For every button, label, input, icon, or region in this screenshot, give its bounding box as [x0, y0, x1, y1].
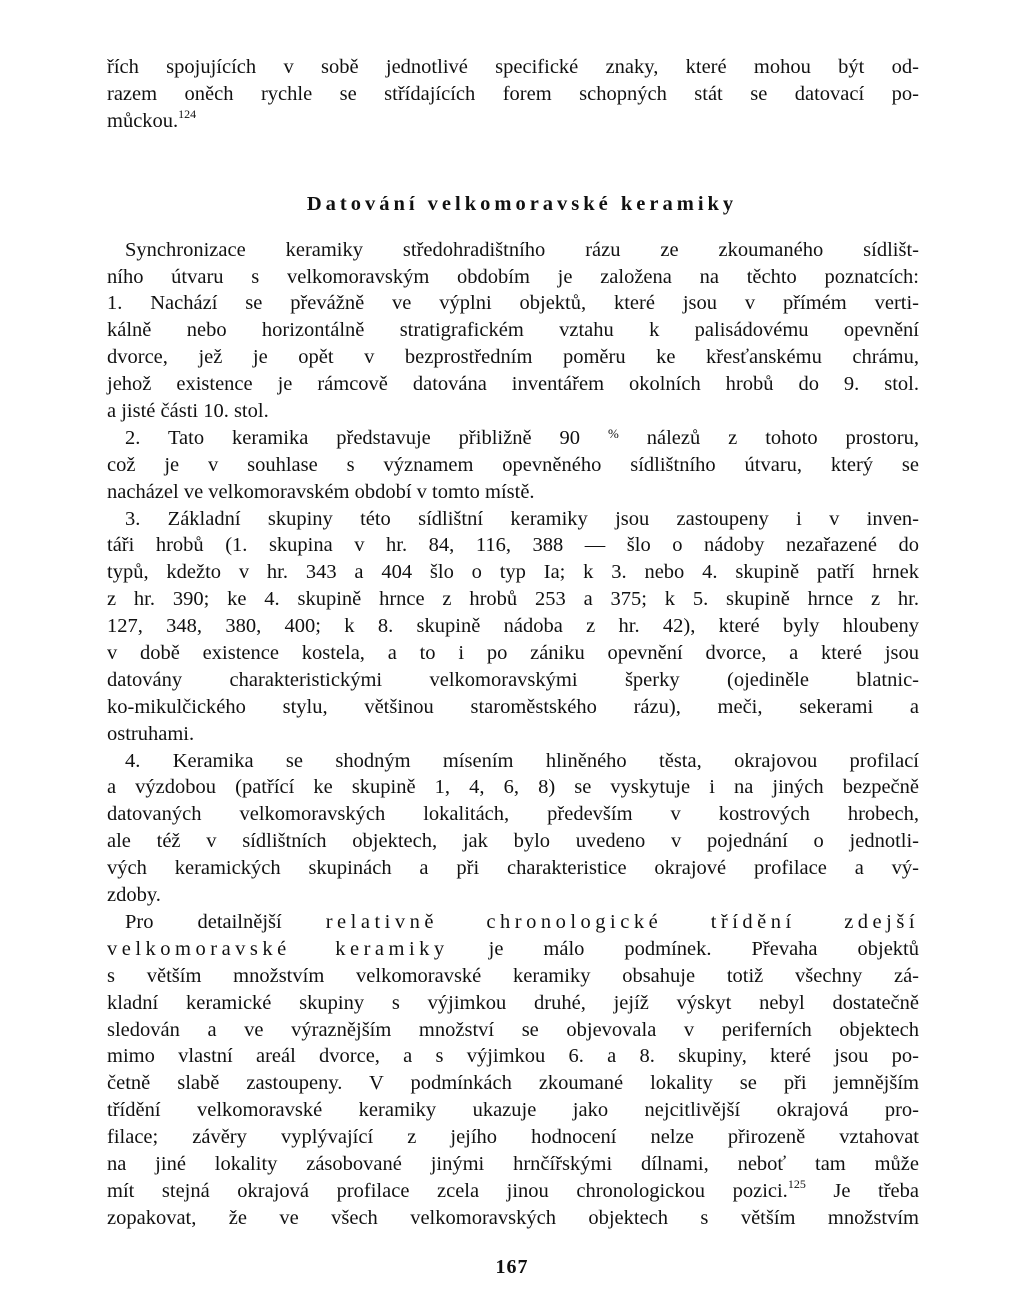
text-line: četně slabě zastoupeny. V podmínkách zkoumané lokality se při jemnějším — [107, 1072, 919, 1095]
text-line: a výzdobou (patřící ke skupině 1, 4, 6, 8) se vyskytuje i na jiných bezpečně — [107, 776, 919, 799]
text-line: s větším množstvím velkomoravské keramiky obsahuje totiž všechny zá- — [107, 964, 919, 987]
text-line: což je v souhlase s významem opevněného sídlištního útvaru, který se — [107, 453, 919, 476]
text-line: Synchronizace keramiky středohradištního rázu ze zkoumaného sídlišt- — [125, 238, 919, 261]
intro-paragraph — [107, 54, 919, 135]
text-line: zdoby. — [107, 884, 161, 907]
text-fragment: mít stejná okrajová profilace zcela jinou chronologickou pozici. — [107, 1179, 788, 1202]
text-line: zopakovat, že ve všech velkomoravských objektech s větším množstvím — [107, 1206, 919, 1229]
text-line: 4. Keramika se shodným mísením hliněného těsta, okrajovou profilací — [125, 749, 919, 772]
text-line — [107, 1178, 919, 1205]
point-3 — [107, 506, 919, 748]
sync-paragraph — [107, 237, 919, 291]
text-line: táři hrobů (1. skupina v hr. 84, 116, 388 — šlo o nádoby nezařazené do — [107, 534, 919, 557]
text-line — [107, 425, 919, 452]
text-fragment: nálezů z tohoto prostoru, — [646, 426, 920, 449]
text-line: datovány charakteristickými velkomoravskými šperky (ojediněle blatnic- — [107, 668, 919, 691]
text-line: ale též v sídlištních objektech, jak bylo uvedeno v pojednání o jednotli- — [107, 830, 919, 853]
point-4 — [107, 748, 919, 909]
text-line: typů, kdežto v hr. 343 a 404 šlo o typ Ia; k 3. nebo 4. skupině patří hrnek — [107, 561, 919, 584]
final-paragraph — [107, 909, 919, 1232]
text-line: jehož existence je rámcově datována inventářem okolních hrobů do 9. stol. — [107, 373, 919, 396]
text-line: nacházel ve velkomoravském období v tomto místě. — [107, 480, 535, 503]
text-fragment: 2. Tato keramika představuje přibližně 90 — [125, 426, 580, 449]
text-line: datovaných velkomoravských lokalitách, především v kostrových hrobech, — [107, 803, 919, 826]
text-line: a jisté části 10. stol. — [107, 400, 269, 423]
text-fragment: je málo podmínek. Převaha objektů — [488, 937, 919, 960]
text-line: v době existence kostela, a to i po zániku opevnění dvorce, a které jsou — [107, 642, 919, 665]
text-fragment: Pro detailnější — [125, 910, 282, 933]
emphasis-spaced: velkomoravské keramiky — [107, 937, 449, 960]
percent-sign: % — [607, 425, 619, 441]
footnote-ref: 124 — [178, 106, 197, 121]
text-line: dvorce, jež je opět v bezprostředním poměru ke křesťanskému chrámu, — [107, 346, 919, 369]
text-line: 127, 348, 380, 400; k 8. skupině nádoba z hr. 42), které byly hloubeny — [107, 615, 919, 638]
text-line — [107, 936, 919, 963]
text-line — [107, 909, 919, 936]
footnote-ref: 125 — [787, 1176, 806, 1191]
point-2 — [107, 425, 919, 506]
text-line: třídění velkomoravské keramiky ukazuje jako nejcitlivější okrajová pro- — [107, 1099, 919, 1122]
text-line: 3. Základní skupiny této sídlištní keramiky jsou zastoupeny i v inven- — [125, 507, 919, 530]
text-line: ko-mikulčického stylu, většinou staroměstského rázu), meči, sekerami a — [107, 695, 919, 718]
text-line: razem oněch rychle se střídajících forem schopných stát se datovací po- — [107, 82, 919, 105]
text-line: filace; závěry vyplývající z jejího hodnocení nelze přirozeně vztahovat — [107, 1126, 919, 1149]
text-line: na jiné lokality zásobované jinými hrnčířskými dílnami, neboť tam může — [107, 1152, 919, 1175]
text-line: 1. Nachází se převážně ve výplni objektů, které jsou v přímém verti- — [107, 292, 919, 315]
text-line: kladní keramické skupiny s výjimkou druhé, jejíž výskyt nebyl dostatečně — [107, 991, 919, 1014]
point-1 — [107, 290, 919, 424]
text-fragment: můckou. — [107, 109, 179, 132]
section-heading: Datování velkomoravské keramiky — [306, 192, 738, 215]
text-line: z hr. 390; ke 4. skupině hrnce z hrobů 253 a 375; k 5. skupině hrnce z hr. — [107, 588, 919, 611]
emphasis-spaced: relativně chronologické třídění zdejší — [325, 910, 920, 933]
page-body — [107, 54, 919, 1232]
text-line: sledován a ve výraznějším množství se objevovala v periferních objektech — [107, 1018, 919, 1041]
text-line: kálně nebo horizontálně stratigrafickém vztahu k palisádovému opevnění — [107, 319, 919, 342]
text-line: ostruhami. — [107, 722, 195, 745]
text-line: vých keramických skupinách a při charakteristice okrajové profilace a vý- — [107, 857, 919, 880]
page-number: 167 — [495, 1256, 529, 1278]
text-line: řích spojujících v sobě jednotlivé specifické znaky, které mohou být od- — [107, 56, 919, 78]
text-fragment: Je třeba — [805, 1179, 919, 1202]
text-line: ního útvaru s velkomoravským obdobím je založena na těchto poznatcích: — [107, 265, 919, 288]
text-line: mimo vlastní areál dvorce, a s výjimkou 6. a 8. skupiny, které jsou po- — [107, 1045, 919, 1068]
text-line — [107, 108, 919, 135]
